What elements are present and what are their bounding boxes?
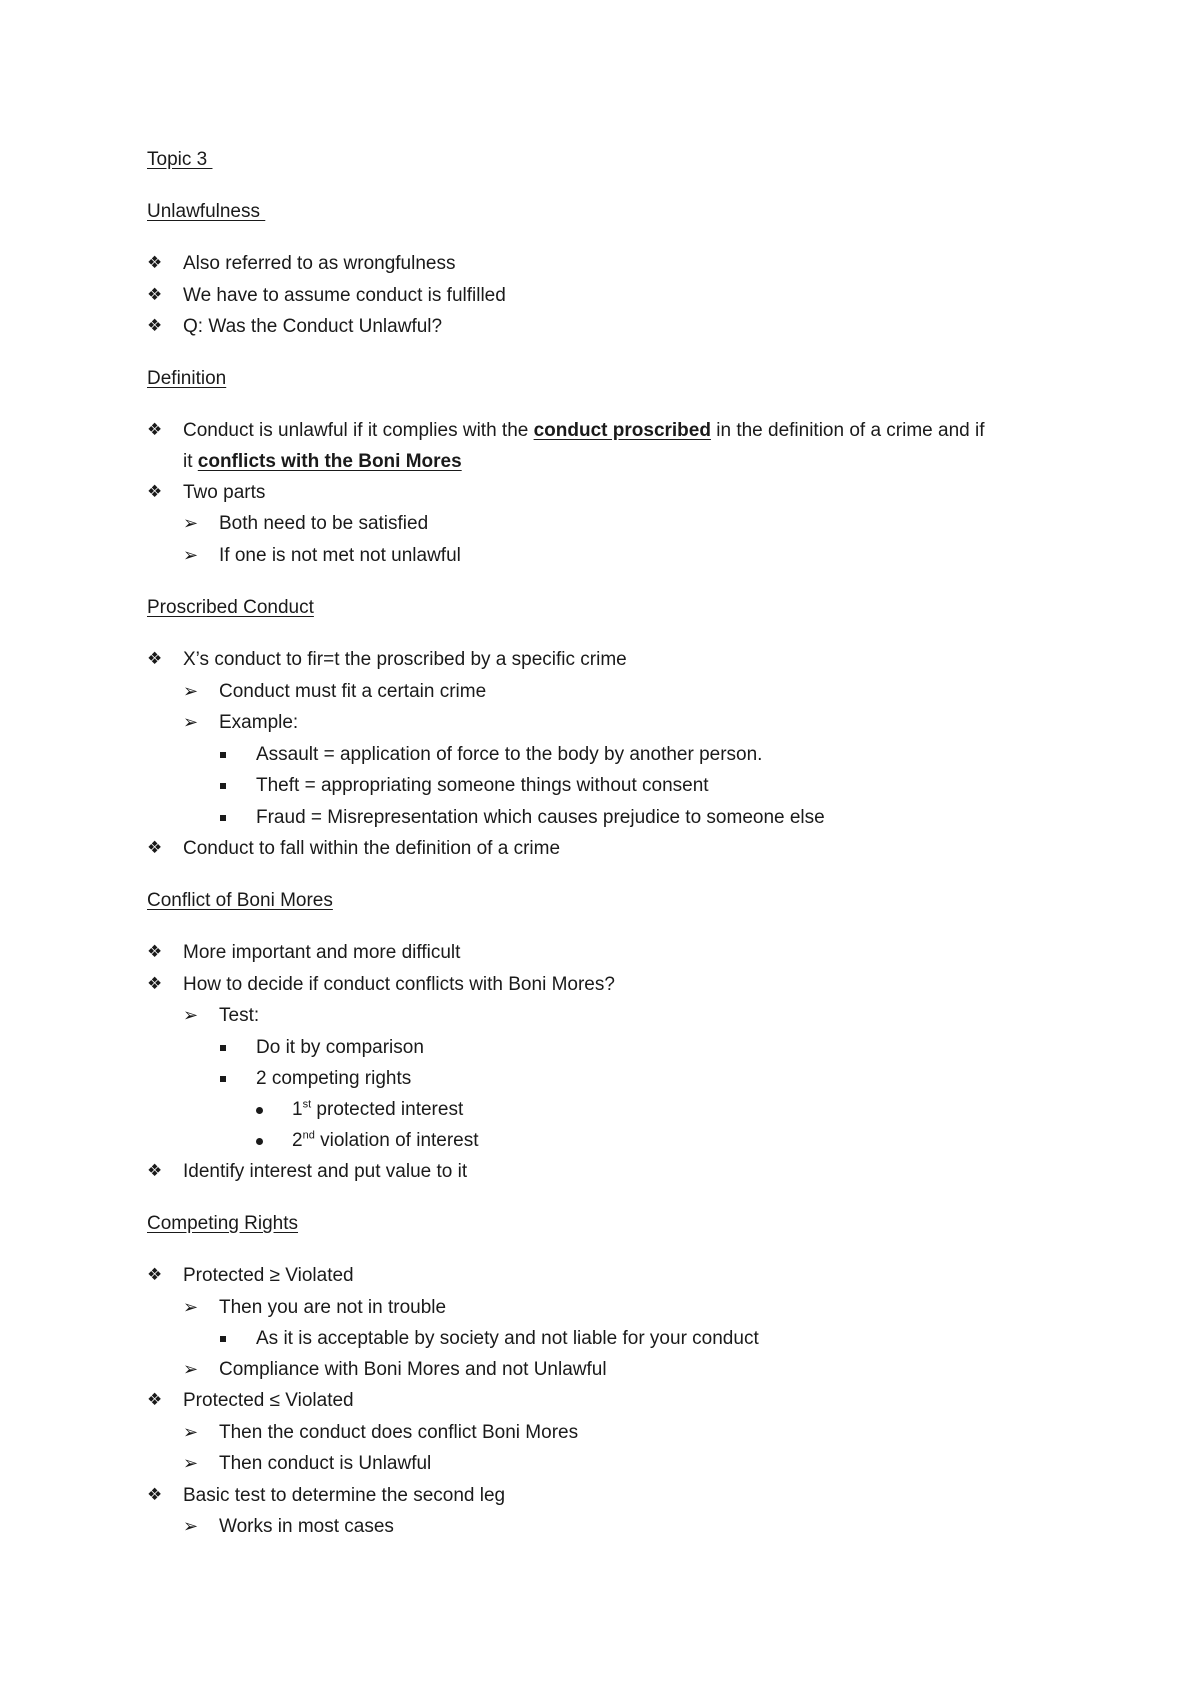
topic-heading: Topic 3: [147, 149, 213, 170]
diamond-bullet-icon: ❖: [147, 482, 163, 501]
list-item: Do it by comparison: [256, 1037, 424, 1058]
list-item: We have to assume conduct is fulfilled: [183, 285, 506, 306]
diamond-bullet-icon: ❖: [147, 649, 163, 668]
list-item: [292, 1099, 463, 1121]
diamond-bullet-icon: ❖: [147, 942, 163, 961]
list-item: Test:: [219, 1005, 260, 1026]
list-item: Then the conduct does conflict Boni Mores: [219, 1422, 579, 1443]
diamond-bullet-icon: ❖: [147, 1485, 163, 1504]
round-bullet-icon: [256, 1107, 263, 1114]
conduct-proscribed-emphasis: conduct proscribed: [533, 420, 711, 441]
diamond-bullet-icon: ❖: [147, 838, 163, 857]
list-item: Works in most cases: [219, 1516, 394, 1537]
list-item: Conduct to fall within the definition of a crime: [183, 838, 561, 859]
arrow-bullet-icon: ➢: [183, 1516, 199, 1536]
arrow-bullet-icon: ➢: [183, 1453, 199, 1473]
diamond-bullet-icon: ❖: [147, 253, 163, 272]
arrow-bullet-icon: ➢: [183, 681, 199, 701]
diamond-bullet-icon: ❖: [147, 1265, 163, 1284]
list-item: Conduct must fit a certain crime: [219, 681, 487, 702]
conflict-boni-mores-heading: Conflict of Boni Mores: [147, 890, 333, 911]
round-bullet-icon: [256, 1138, 263, 1145]
ordinal-number: 2: [292, 1130, 303, 1151]
list-item: Basic test to determine the second leg: [183, 1485, 506, 1506]
list-item: If one is not met not unlawful: [219, 545, 461, 566]
diamond-bullet-icon: ❖: [147, 420, 163, 439]
ordinal-number: 1: [292, 1099, 303, 1120]
list-item: Then you are not in trouble: [219, 1297, 447, 1318]
list-item-text: protected interest: [311, 1099, 464, 1120]
square-bullet-icon: [220, 1045, 226, 1051]
definition-text-part: Conduct is unlawful if it complies with the: [183, 420, 534, 441]
list-item: Fraud = Misrepresentation which causes prejudice to someone else: [256, 807, 825, 828]
ordinal-suffix: st: [302, 1098, 312, 1111]
definition-text-part: in the definition of a crime and if: [710, 420, 985, 441]
ordinal-suffix: nd: [302, 1129, 315, 1142]
list-item: Protected ≤ Violated: [183, 1390, 354, 1411]
list-item-continuation: [183, 451, 462, 473]
diamond-bullet-icon: ❖: [147, 316, 163, 335]
square-bullet-icon: [220, 1336, 226, 1342]
list-item: [183, 420, 985, 442]
square-bullet-icon: [220, 1076, 226, 1082]
diamond-bullet-icon: ❖: [147, 1390, 163, 1409]
arrow-bullet-icon: ➢: [183, 1422, 199, 1442]
list-item: As it is acceptable by society and not liable for your conduct: [256, 1328, 759, 1349]
list-item: Compliance with Boni Mores and not Unlawful: [219, 1359, 607, 1380]
square-bullet-icon: [220, 815, 226, 821]
proscribed-conduct-heading: Proscribed Conduct: [147, 597, 314, 618]
competing-rights-heading: Competing Rights: [147, 1213, 299, 1234]
definition-text-part: it: [183, 451, 198, 472]
list-item: Then conduct is Unlawful: [219, 1453, 432, 1474]
list-item: Protected ≥ Violated: [183, 1265, 354, 1286]
list-item: Theft = appropriating someone things without consent: [256, 775, 709, 796]
arrow-bullet-icon: ➢: [183, 1297, 199, 1317]
diamond-bullet-icon: ❖: [147, 1161, 163, 1180]
list-item: Both need to be satisfied: [219, 513, 429, 534]
list-item: X’s conduct to fir=t the proscribed by a specific crime: [183, 649, 627, 670]
boni-mores-emphasis: conflicts with the Boni Mores: [197, 451, 462, 472]
arrow-bullet-icon: ➢: [183, 1359, 199, 1379]
list-item: Also referred to as wrongfulness: [183, 253, 456, 274]
list-item: Example:: [219, 712, 299, 733]
diamond-bullet-icon: ❖: [147, 285, 163, 304]
list-item: More important and more difficult: [183, 942, 461, 963]
unlawfulness-heading: Unlawfulness: [147, 201, 266, 222]
list-item: Q: Was the Conduct Unlawful?: [183, 316, 443, 337]
list-item: How to decide if conduct conflicts with Boni Mores?: [183, 974, 615, 995]
square-bullet-icon: [220, 752, 226, 758]
list-item: Identify interest and put value to it: [183, 1161, 468, 1182]
list-item: 2 competing rights: [256, 1068, 412, 1089]
arrow-bullet-icon: ➢: [183, 712, 199, 732]
list-item: Assault = application of force to the body by another person.: [256, 744, 763, 765]
list-item: [292, 1130, 479, 1152]
arrow-bullet-icon: ➢: [183, 1005, 199, 1025]
arrow-bullet-icon: ➢: [183, 513, 199, 533]
square-bullet-icon: [220, 783, 226, 789]
arrow-bullet-icon: ➢: [183, 545, 199, 565]
definition-heading: Definition: [147, 368, 227, 389]
list-item-text: violation of interest: [314, 1130, 479, 1151]
diamond-bullet-icon: ❖: [147, 974, 163, 993]
list-item: Two parts: [183, 482, 266, 503]
